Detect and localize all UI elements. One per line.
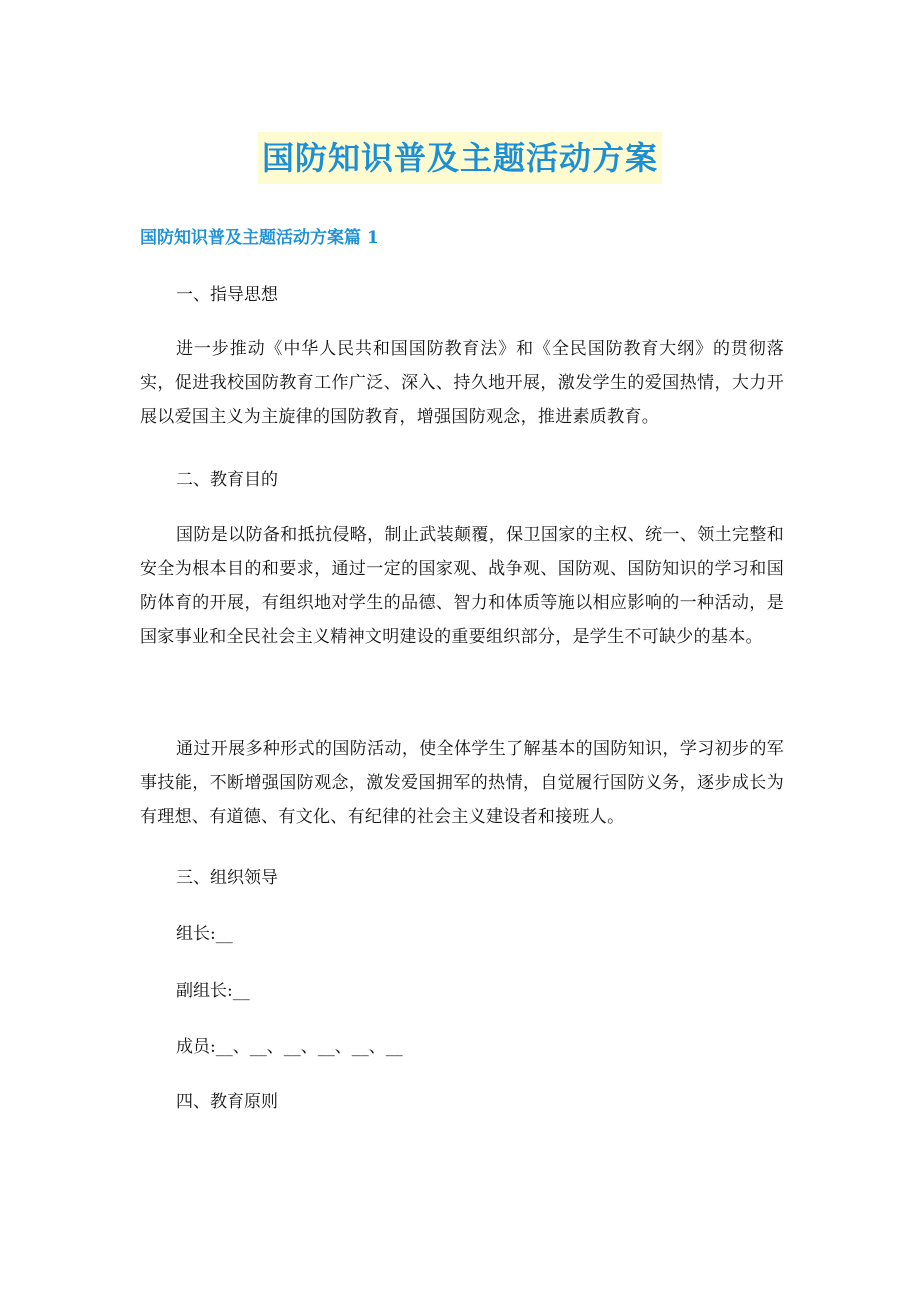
field-leader: 组长:__: [176, 924, 233, 944]
paragraph-guiding-ideology: 进一步推动《中华人民共和国国防教育法》和《全民国防教育大纲》的贯彻落实，促进我校国防教育工作广泛、深入、持久地开展，激发学生的爱国热情，大力开展以爱国主义为主旋律的国防教育，增强国防观念，推进素质教育。: [140, 339, 784, 427]
heading-education-principles: 四、教育原则: [176, 1092, 278, 1112]
title-container: [0, 132, 920, 184]
section-subtitle: 国防知识普及主题活动方案篇 1: [140, 228, 379, 248]
field-members: 成员:__、__、__、__、__、__: [176, 1037, 403, 1057]
paragraph-education-purpose-1: 国防是以防备和抵抗侵略，制止武装颠覆，保卫国家的主权、统一、领土完整和安全为根本目的和要求，通过一定的国家观、战争观、国防观、国防知识的学习和国防体育的开展，有组织地对学生的品德、智力和体质等施以相应影响的一种活动，是国家事业和全民社会主义精神文明建设的重要组织部分，是学生不可缺少的基本。: [140, 525, 784, 647]
heading-education-purpose: 二、教育目的: [176, 470, 278, 490]
field-deputy-leader: 副组长:__: [176, 981, 250, 1001]
document-title: 国防知识普及主题活动方案: [258, 132, 662, 184]
paragraph-education-purpose-2: 通过开展多种形式的国防活动，使全体学生了解基本的国防知识，学习初步的军事技能，不断增强国防观念，激发爱国拥军的热情，自觉履行国防义务，逐步成长为有理想、有道德、有文化、有纪律的社会主义建设者和接班人。: [140, 739, 784, 827]
heading-guiding-ideology: 一、指导思想: [176, 285, 278, 305]
heading-organization: 三、组织领导: [176, 868, 278, 888]
